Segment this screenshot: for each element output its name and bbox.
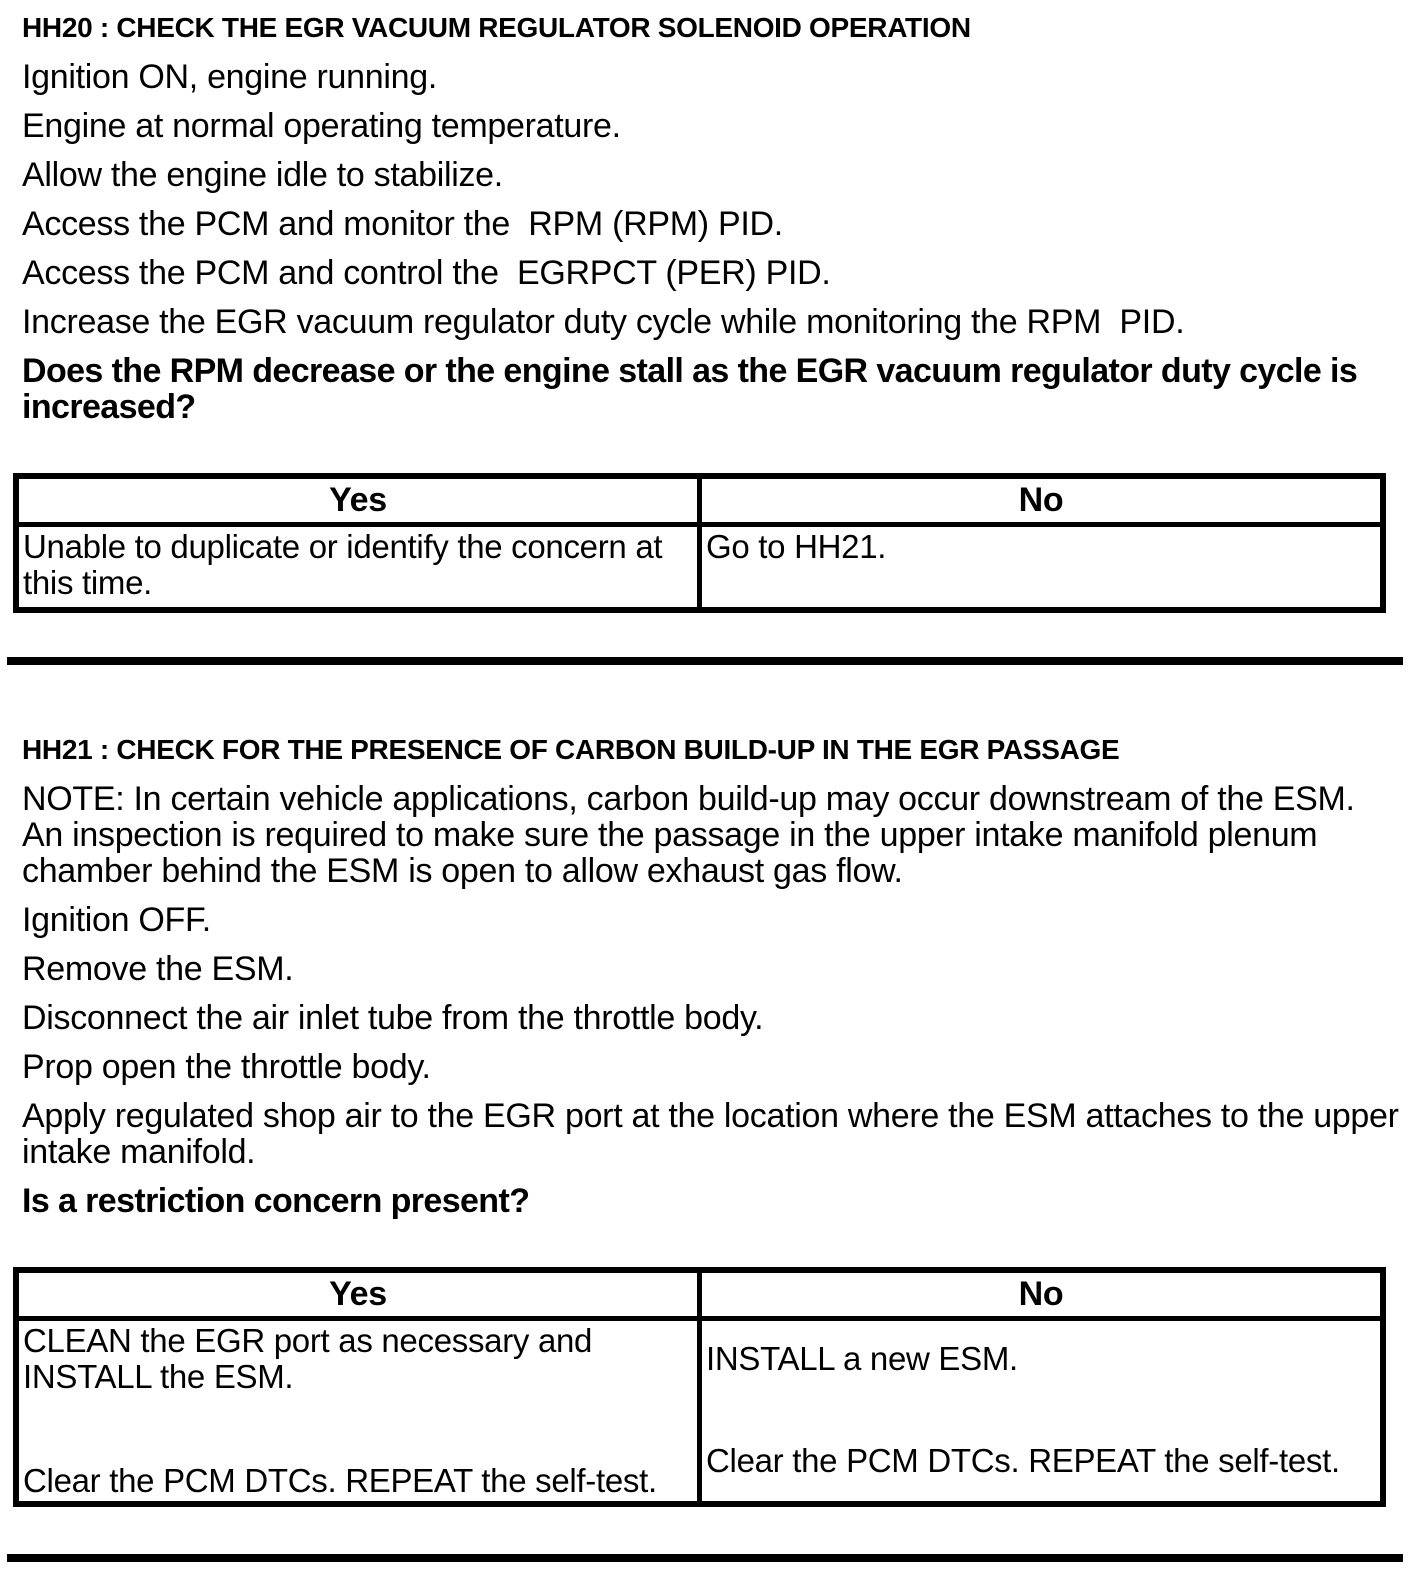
note-text: NOTE: In certain vehicle applications, carbon build-up may occur downstream of the ESM. An inspection is required to make sure the passage in the upper intake manifold plenum chamber behind the ESM is open to allow exhaust gas flow. <box>22 780 1362 890</box>
instruction-text: Disconnect the air inlet tube from the throttle body. <box>22 999 764 1037</box>
page-bottom-rule <box>7 1554 1403 1562</box>
yes-result-text: Unable to duplicate or identify the concern at this time. <box>23 528 663 601</box>
section-hh21 <box>22 734 1408 1507</box>
yes-header-cell: Yes <box>16 1270 700 1319</box>
step-heading-hh21: HH21 : CHECK FOR THE PRESENCE OF CARBON BUILD-UP IN THE EGR PASSAGE <box>22 734 1120 765</box>
yes-result-cell <box>16 1319 700 1505</box>
table-row <box>16 1319 1383 1505</box>
instruction-text: Prop open the throttle body. <box>22 1048 431 1086</box>
instruction-text: Apply regulated shop air to the EGR port at the location where the ESM attaches to the upper intake manifold. <box>22 1097 1408 1171</box>
no-action-text: INSTALL a new ESM. <box>706 1340 1018 1377</box>
yes-result-stack <box>23 1323 693 1499</box>
instruction-text: Engine at normal operating temperature. <box>22 107 621 145</box>
instruction-text: Access the PCM and control the EGRPCT (PER) PID. <box>22 254 831 292</box>
instruction-text: Access the PCM and monitor the RPM (RPM) PID. <box>22 205 783 243</box>
no-header-cell: No <box>700 1270 1384 1319</box>
table-header-row <box>16 1270 1383 1319</box>
yes-result-cell <box>16 525 700 611</box>
question-text: Is a restriction concern present? <box>22 1182 530 1220</box>
no-followup-text: Clear the PCM DTCs. REPEAT the self-test. <box>706 1442 1340 1479</box>
table-row <box>16 525 1383 611</box>
decision-table-hh20 <box>13 473 1386 613</box>
no-result-cell <box>700 525 1384 611</box>
section-divider <box>7 657 1403 665</box>
step-heading-hh20: HH20 : CHECK THE EGR VACUUM REGULATOR SOLENOID OPERATION <box>22 12 971 43</box>
instruction-text: Ignition ON, engine running. <box>22 58 437 96</box>
instruction-text: Allow the engine idle to stabilize. <box>22 156 503 194</box>
instruction-text: Increase the EGR vacuum regulator duty cycle while monitoring the RPM PID. <box>22 303 1185 341</box>
no-result-cell <box>700 1319 1384 1505</box>
section-hh20 <box>22 13 1400 613</box>
table-header-row <box>16 476 1383 525</box>
no-result-text: Go to HH21. <box>706 528 887 565</box>
yes-header-cell: Yes <box>16 476 700 525</box>
yes-followup-text: Clear the PCM DTCs. REPEAT the self-test. <box>23 1462 657 1499</box>
instruction-text: Remove the ESM. <box>22 950 294 988</box>
no-result-stack <box>706 1341 1376 1479</box>
decision-table-hh21 <box>13 1267 1386 1507</box>
no-header-cell: No <box>700 476 1384 525</box>
yes-action-text: CLEAN the EGR port as necessary and INSTALL the ESM. <box>23 1322 593 1395</box>
question-text: Does the RPM decrease or the engine stall as the EGR vacuum regulator duty cycle is increased? <box>22 352 1367 426</box>
instruction-text: Ignition OFF. <box>22 901 211 939</box>
